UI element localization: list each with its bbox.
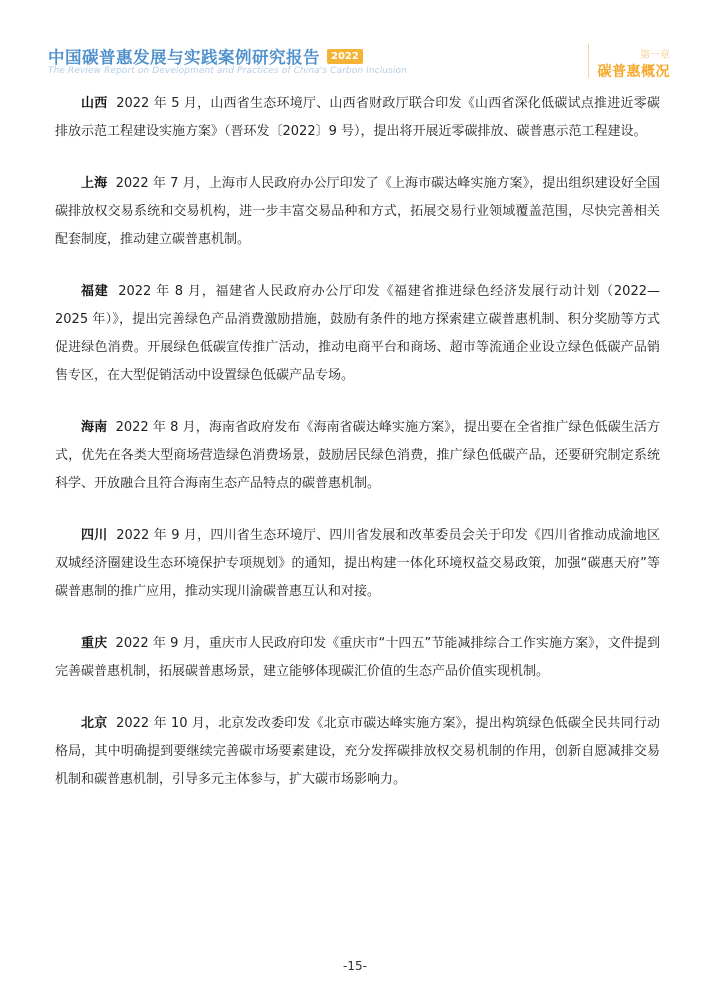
report-title-text: 中国碳普惠发展与实践案例研究报告 (48, 48, 320, 67)
chapter-label: 第一章 (640, 50, 670, 61)
report-title (48, 44, 363, 68)
header-divider (588, 44, 589, 78)
page-header (0, 0, 710, 86)
policy-entry-shanghai (55, 170, 660, 254)
year-badge: 2022 (327, 49, 363, 64)
region-name: 四川 (81, 528, 108, 543)
region-name: 福建 (81, 284, 109, 299)
chapter-name: 碳普惠概况 (597, 64, 670, 80)
entry-text: 2022 年 7 月，上海市人民政府办公厅印发了《上海市碳达峰实施方案》，提出组织建设好全国碳排放权交易系统和交易机构，进一步丰富交易品种和方式，拓展交易行业领域覆盖范围，尽快完善相关配套制度，推动建立碳普惠机制。 (55, 176, 660, 247)
region-name: 山西 (81, 96, 108, 111)
policy-entry-sichuan (55, 522, 660, 606)
region-name: 北京 (81, 716, 108, 731)
region-name: 上海 (81, 176, 108, 191)
page-body (55, 90, 660, 818)
region-name: 重庆 (81, 636, 108, 651)
policy-entry-shanxi (55, 90, 660, 146)
entry-text: 2022 年 8 月，海南省政府发布《海南省碳达峰实施方案》，提出要在全省推广绿色低碳生活方式，优先在各类大型商场营造绿色消费场景，鼓励居民绿色消费，推广绿色低碳产品，还要研究制定系统科学、开放融合且符合海南生态产品特点的碳普惠机制。 (55, 420, 660, 491)
entry-text: 2022 年 10 月，北京发改委印发《北京市碳达峰实施方案》，提出构筑绿色低碳全民共同行动格局，其中明确提到要继续完善碳市场要素建设，充分发挥碳排放权交易机制的作用，创新自愿减排交易机制和碳普惠机制，引导多元主体参与，扩大碳市场影响力。 (55, 716, 660, 787)
report-subtitle: The Review Report on Development and Practices of China's Carbon Inclusion (48, 66, 407, 76)
entry-text: 2022 年 9 月，重庆市人民政府印发《重庆市“十四五”节能减排综合工作实施方案》，文件提到完善碳普惠机制，拓展碳普惠场景，建立能够体现碳汇价值的生态产品价值实现机制。 (55, 636, 660, 679)
entry-text: 2022 年 8 月，福建省人民政府办公厅印发《福建省推进绿色经济发展行动计划（2022—2025 年）》，提出完善绿色产品消费激励措施，鼓励有条件的地方探索建立碳普惠机制、积分奖励等方式促进绿色消费。开展绿色低碳宣传推广活动，推动电商平台和商场、超市等流通企业设立绿色低碳产品销售专区，在大型促销活动中设置绿色低碳产品专场。 (55, 284, 660, 383)
policy-entry-chongqing (55, 630, 660, 686)
entry-text: 2022 年 9 月，四川省生态环境厅、四川省发展和改革委员会关于印发《四川省推动成渝地区双城经济圈建设生态环境保护专项规划》的通知，提出构建一体化环境权益交易政策，加强“碳惠天府”等碳普惠制的推广应用，推动实现川渝碳普惠互认和对接。 (55, 528, 660, 599)
policy-entry-fujian (55, 278, 660, 390)
policy-entry-hainan (55, 414, 660, 498)
region-name: 海南 (81, 420, 108, 435)
entry-text: 2022 年 5 月，山西省生态环境厅、山西省财政厅联合印发《山西省深化低碳试点推进近零碳排放示范工程建设实施方案》（晋环发〔2022〕9 号），提出将开展近零碳排放、碳普惠示范工程建设。 (55, 96, 660, 139)
page-number: -15- (343, 959, 367, 973)
policy-entry-beijing (55, 710, 660, 794)
